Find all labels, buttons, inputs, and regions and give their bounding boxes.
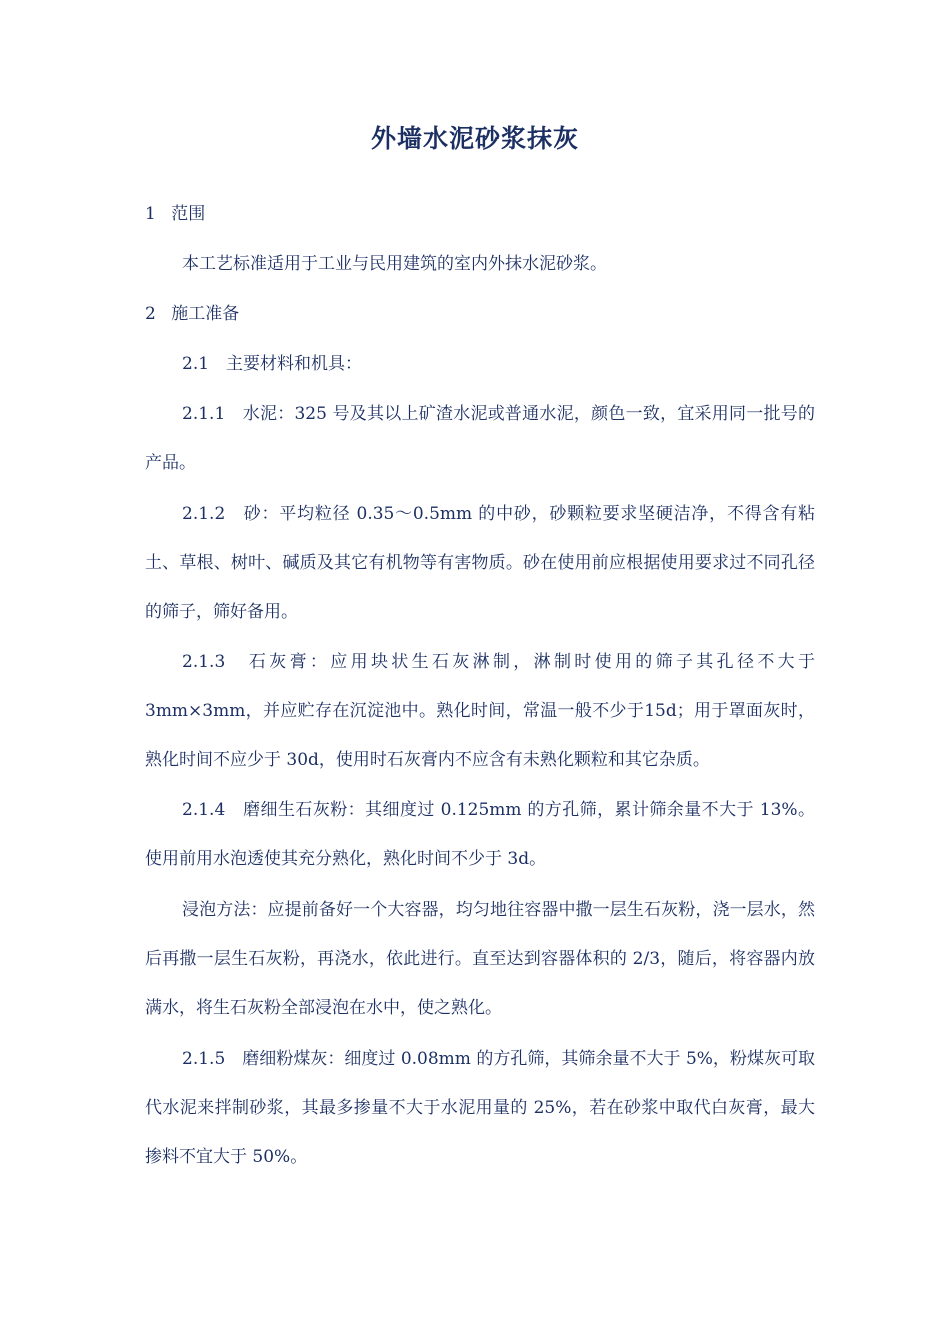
- paragraph-soaking-method: 浸泡方法：应提前备好一个大容器，均匀地往容器中撒一层生石灰粉，浇一层水，然后再撒一层生石灰粉，再浇水，依此进行。直至达到容器体积的 2/3，随后，将容器内放满水，将生石灰粉全部浸泡在水中，使之熟化。: [145, 900, 815, 1018]
- paragraph-2-1-1: 2.1.1 水泥：325 号及其以上矿渣水泥或普通水泥，颜色一致，宜采用同一批号的产品。: [145, 404, 815, 473]
- paragraph-2-1-5: 2.1.5 磨细粉煤灰：细度过 0.08mm 的方孔筛，其筛余量不大于 5%，粉煤灰可取代水泥来拌制砂浆，其最多掺量不大于水泥用量的 25%，若在砂浆中取代白灰膏，最大掺料不宜大于 50%。: [145, 1049, 815, 1167]
- paragraph-2-1-2: 2.1.2 砂：平均粒径 0.35～0.5mm 的中砂，砂颗粒要求坚硬洁净，不得含有粘土、草根、树叶、碱质及其它有机物等有害物质。砂在使用前应根据使用要求过不同孔径的筛子，筛好备用。: [145, 504, 815, 622]
- section-heading-2: [145, 290, 815, 339]
- document-title: 外墙水泥砂浆抹灰: [370, 124, 579, 153]
- section-number: 2: [145, 304, 156, 324]
- paragraph-2-1: 2.1 主要材料和机具：: [182, 354, 363, 374]
- section-heading-text: 施工准备: [171, 304, 240, 324]
- section-heading-text: 范围: [171, 204, 206, 224]
- section-number: 1: [145, 204, 156, 224]
- section-heading-1: [145, 190, 815, 239]
- paragraph-2-1-3: 2.1.3 石灰膏：应用块状生石灰淋制，淋制时使用的筛子其孔径不大于 3mm×3mm，并应贮存在沉淀池中。熟化时间，常温一般不少于15d；用于罩面灰时，熟化时间不应少于 30d，使用时石灰膏内不应含有未熟化颗粒和其它杂质。: [145, 652, 815, 770]
- paragraph-scope: 本工艺标准适用于工业与民用建筑的室内外抹水泥砂浆。: [182, 254, 607, 274]
- paragraph-2-1-4: 2.1.4 磨细生石灰粉：其细度过 0.125mm 的方孔筛，累计筛余量不大于 13%。使用前用水泡透使其充分熟化，熟化时间不少于 3d。: [145, 800, 815, 869]
